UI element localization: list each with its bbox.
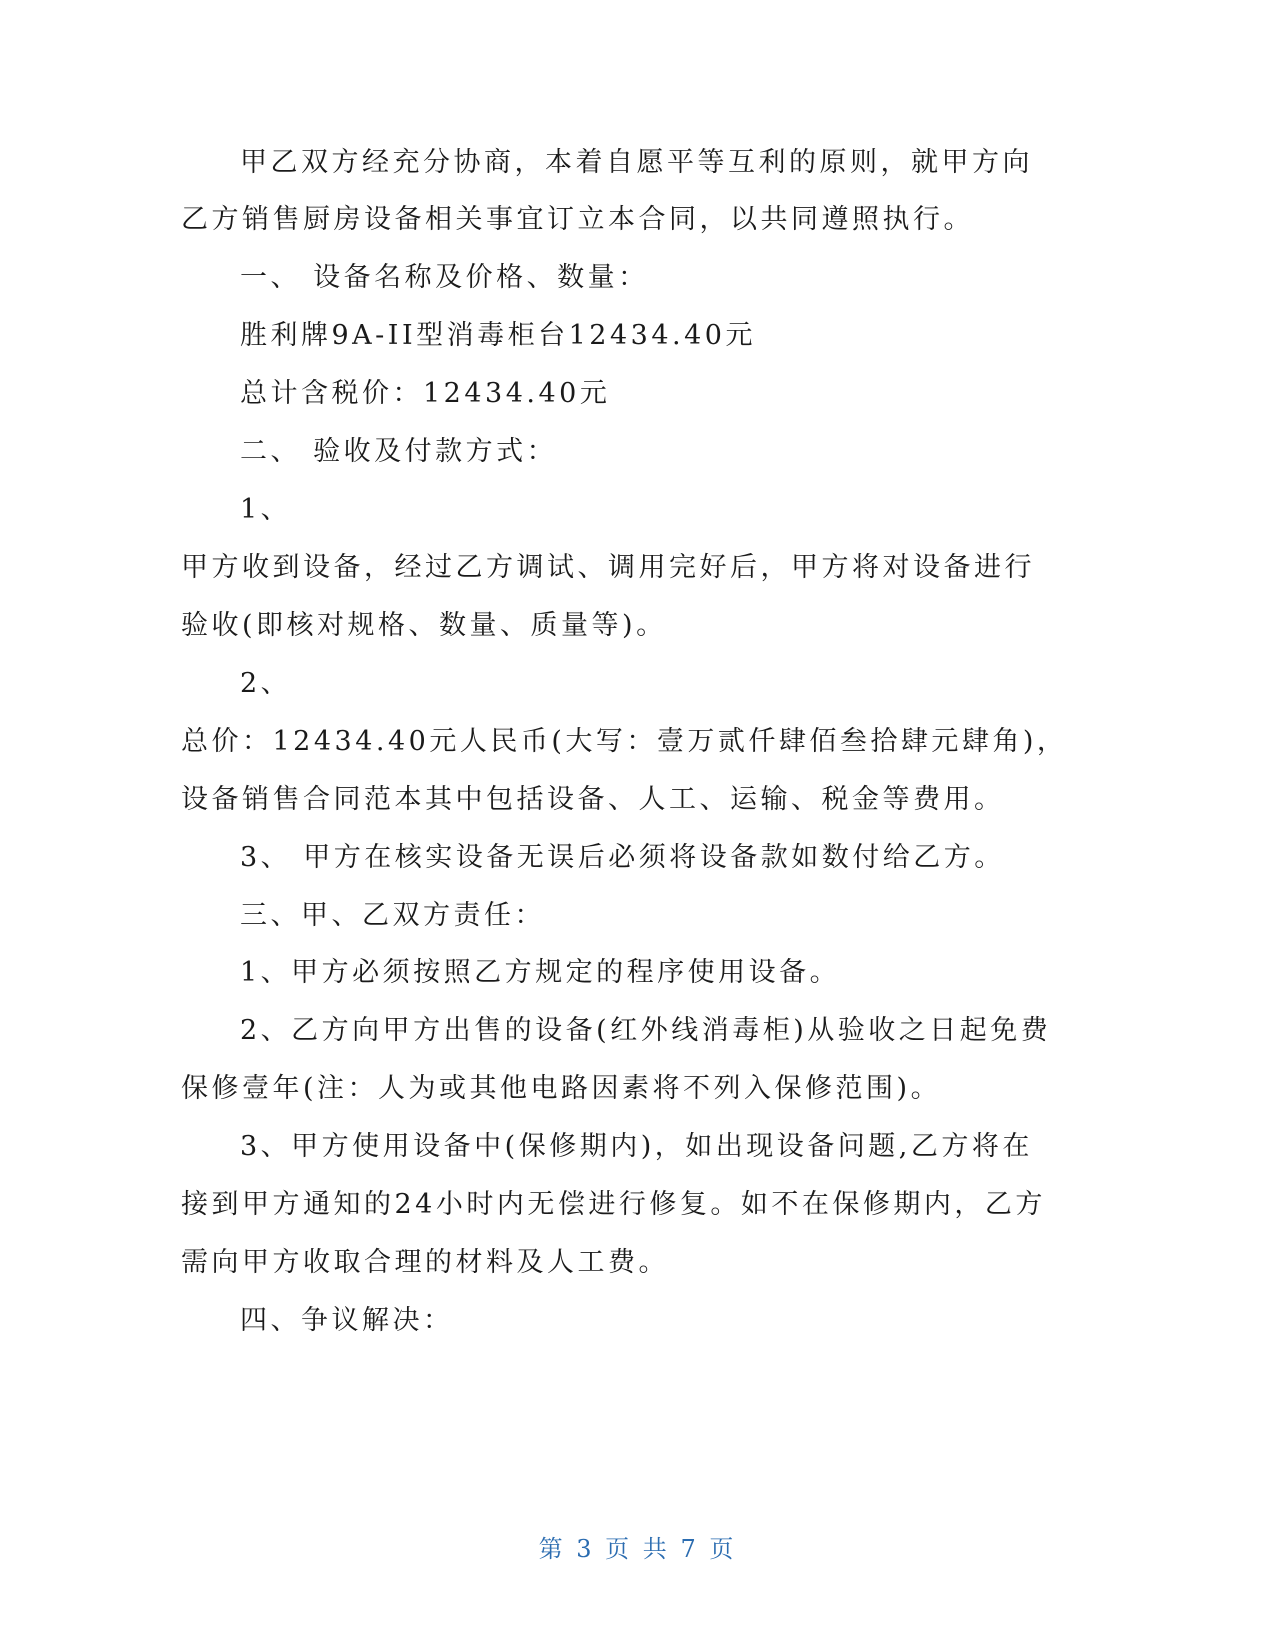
equipment-item: 胜利牌9A-II型消毒柜台12434.40元	[240, 320, 756, 351]
responsibility-2-line-1: 2、乙方向甲方出售的设备(红外线消毒柜)从验收之日起免费	[240, 1015, 1052, 1046]
section-heading-dispute: 四、争议解决：	[240, 1305, 454, 1336]
total-price-with-tax: 总计含税价：12434.40元	[240, 378, 611, 409]
item-number-2: 2、	[240, 668, 292, 699]
section-heading-equipment: 一、 设备名称及价格、数量：	[240, 262, 649, 293]
responsibility-2-line-2: 保修壹年(注：人为或其他电路因素将不列入保修范围)。	[181, 1073, 942, 1104]
section-heading-acceptance: 二、 验收及付款方式：	[240, 436, 558, 467]
responsibility-3-line-3: 需向甲方收取合理的材料及人工费。	[181, 1247, 669, 1278]
responsibility-3-line-1: 3、甲方使用设备中(保修期内)，如出现设备问题,乙方将在	[240, 1131, 1033, 1162]
payment-clause: 3、 甲方在核实设备无误后必须将设备款如数付给乙方。	[240, 842, 1005, 873]
total-price-line-2: 设备销售合同范本其中包括设备、人工、运输、税金等费用。	[181, 784, 1005, 815]
item-number-1: 1、	[240, 494, 292, 525]
page-number-footer: 第 3 页 共 7 页	[538, 1535, 737, 1563]
paragraph-intro-line-2: 乙方销售厨房设备相关事宜订立本合同，以共同遵照执行。	[181, 204, 974, 235]
acceptance-text-line-1: 甲方收到设备，经过乙方调试、调用完好后，甲方将对设备进行	[181, 552, 1035, 583]
responsibility-1: 1、甲方必须按照乙方规定的程序使用设备。	[240, 957, 841, 988]
total-price-line-1: 总价：12434.40元人民币(大写：壹万贰仟肆佰叁拾肆元肆角)，	[181, 726, 1068, 757]
paragraph-intro-line-1: 甲乙双方经充分协商，本着自愿平等互利的原则，就甲方向	[240, 147, 1033, 178]
section-heading-responsibilities: 三、甲、乙双方责任：	[240, 900, 545, 931]
acceptance-text-line-2: 验收(即核对规格、数量、质量等)。	[181, 610, 667, 641]
responsibility-3-line-2: 接到甲方通知的24小时内无偿进行修复。如不在保修期内，乙方	[181, 1189, 1046, 1220]
